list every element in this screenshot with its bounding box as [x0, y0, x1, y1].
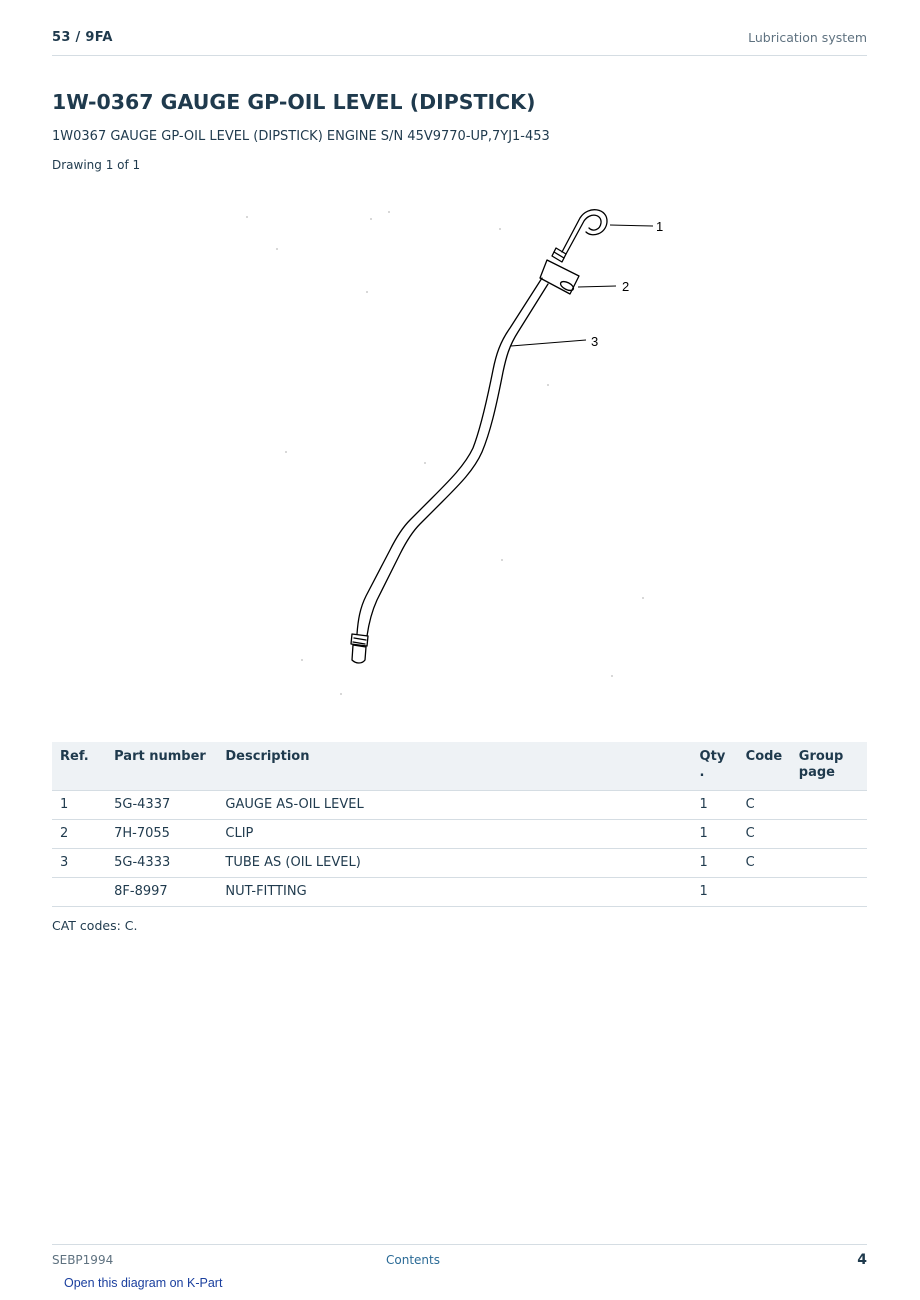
cell-ref: 1 [52, 791, 106, 820]
cell-group-page [791, 849, 867, 878]
header-divider [52, 55, 867, 56]
cell-code [738, 878, 791, 907]
callout-leader-2 [578, 286, 616, 287]
col-header-ref: Ref. [52, 742, 106, 791]
page-title: 1W-0367 GAUGE GP-OIL LEVEL (DIPSTICK) [52, 90, 536, 114]
callout-leader-1 [610, 225, 653, 226]
table-row [52, 849, 867, 878]
cell-ref: 2 [52, 820, 106, 849]
footer-divider [52, 1244, 867, 1245]
section-name: Lubrication system [748, 30, 867, 45]
dipstick-diagram [220, 190, 700, 710]
cell-description: TUBE AS (OIL LEVEL) [217, 849, 691, 878]
table-row [52, 791, 867, 820]
dipstick-handle [562, 210, 607, 252]
cell-part-number: 5G-4337 [106, 791, 217, 820]
cell-group-page [791, 820, 867, 849]
callout-1: 1 [656, 219, 664, 234]
drawing-count: Drawing 1 of 1 [52, 158, 141, 172]
cell-part-number: 7H-7055 [106, 820, 217, 849]
cell-qty: 1 [692, 791, 738, 820]
table-header-row [52, 742, 867, 791]
cell-group-page [791, 878, 867, 907]
document-id: SEBP1994 [52, 1253, 114, 1267]
col-header-qty: Qty . [692, 742, 738, 791]
contents-link[interactable]: Contents [386, 1253, 440, 1267]
table-row [52, 878, 867, 907]
col-header-part-number: Part number [106, 742, 217, 791]
table-row [52, 820, 867, 849]
page-number: 4 [857, 1252, 867, 1268]
col-header-group-page: Group page [791, 742, 867, 791]
cell-code: C [738, 791, 791, 820]
callout-2: 2 [622, 279, 630, 294]
cat-codes-note: CAT codes: C. [52, 918, 138, 933]
cell-ref: 3 [52, 849, 106, 878]
cell-code: C [738, 820, 791, 849]
page-reference: 53 / 9FA [52, 30, 113, 45]
parts-table [52, 742, 867, 907]
cell-description: CLIP [217, 820, 691, 849]
cell-group-page [791, 791, 867, 820]
page-subtitle: 1W0367 GAUGE GP-OIL LEVEL (DIPSTICK) ENGINE S/N 45V9770-UP,7YJ1-453 [52, 129, 550, 144]
cell-description: NUT-FITTING [217, 878, 691, 907]
dipstick-tube [357, 278, 542, 634]
cell-part-number: 5G-4333 [106, 849, 217, 878]
cell-part-number: 8F-8997 [106, 878, 217, 907]
callout-3: 3 [591, 334, 599, 349]
callout-leader-3 [511, 340, 586, 346]
kpart-diagram-link[interactable]: Open this diagram on K-Part [64, 1276, 223, 1290]
col-header-code: Code [738, 742, 791, 791]
cell-description: GAUGE AS-OIL LEVEL [217, 791, 691, 820]
cell-qty: 1 [692, 820, 738, 849]
cell-ref [52, 878, 106, 907]
cell-qty: 1 [692, 849, 738, 878]
col-header-description: Description [217, 742, 691, 791]
cell-code: C [738, 849, 791, 878]
cell-qty: 1 [692, 878, 738, 907]
